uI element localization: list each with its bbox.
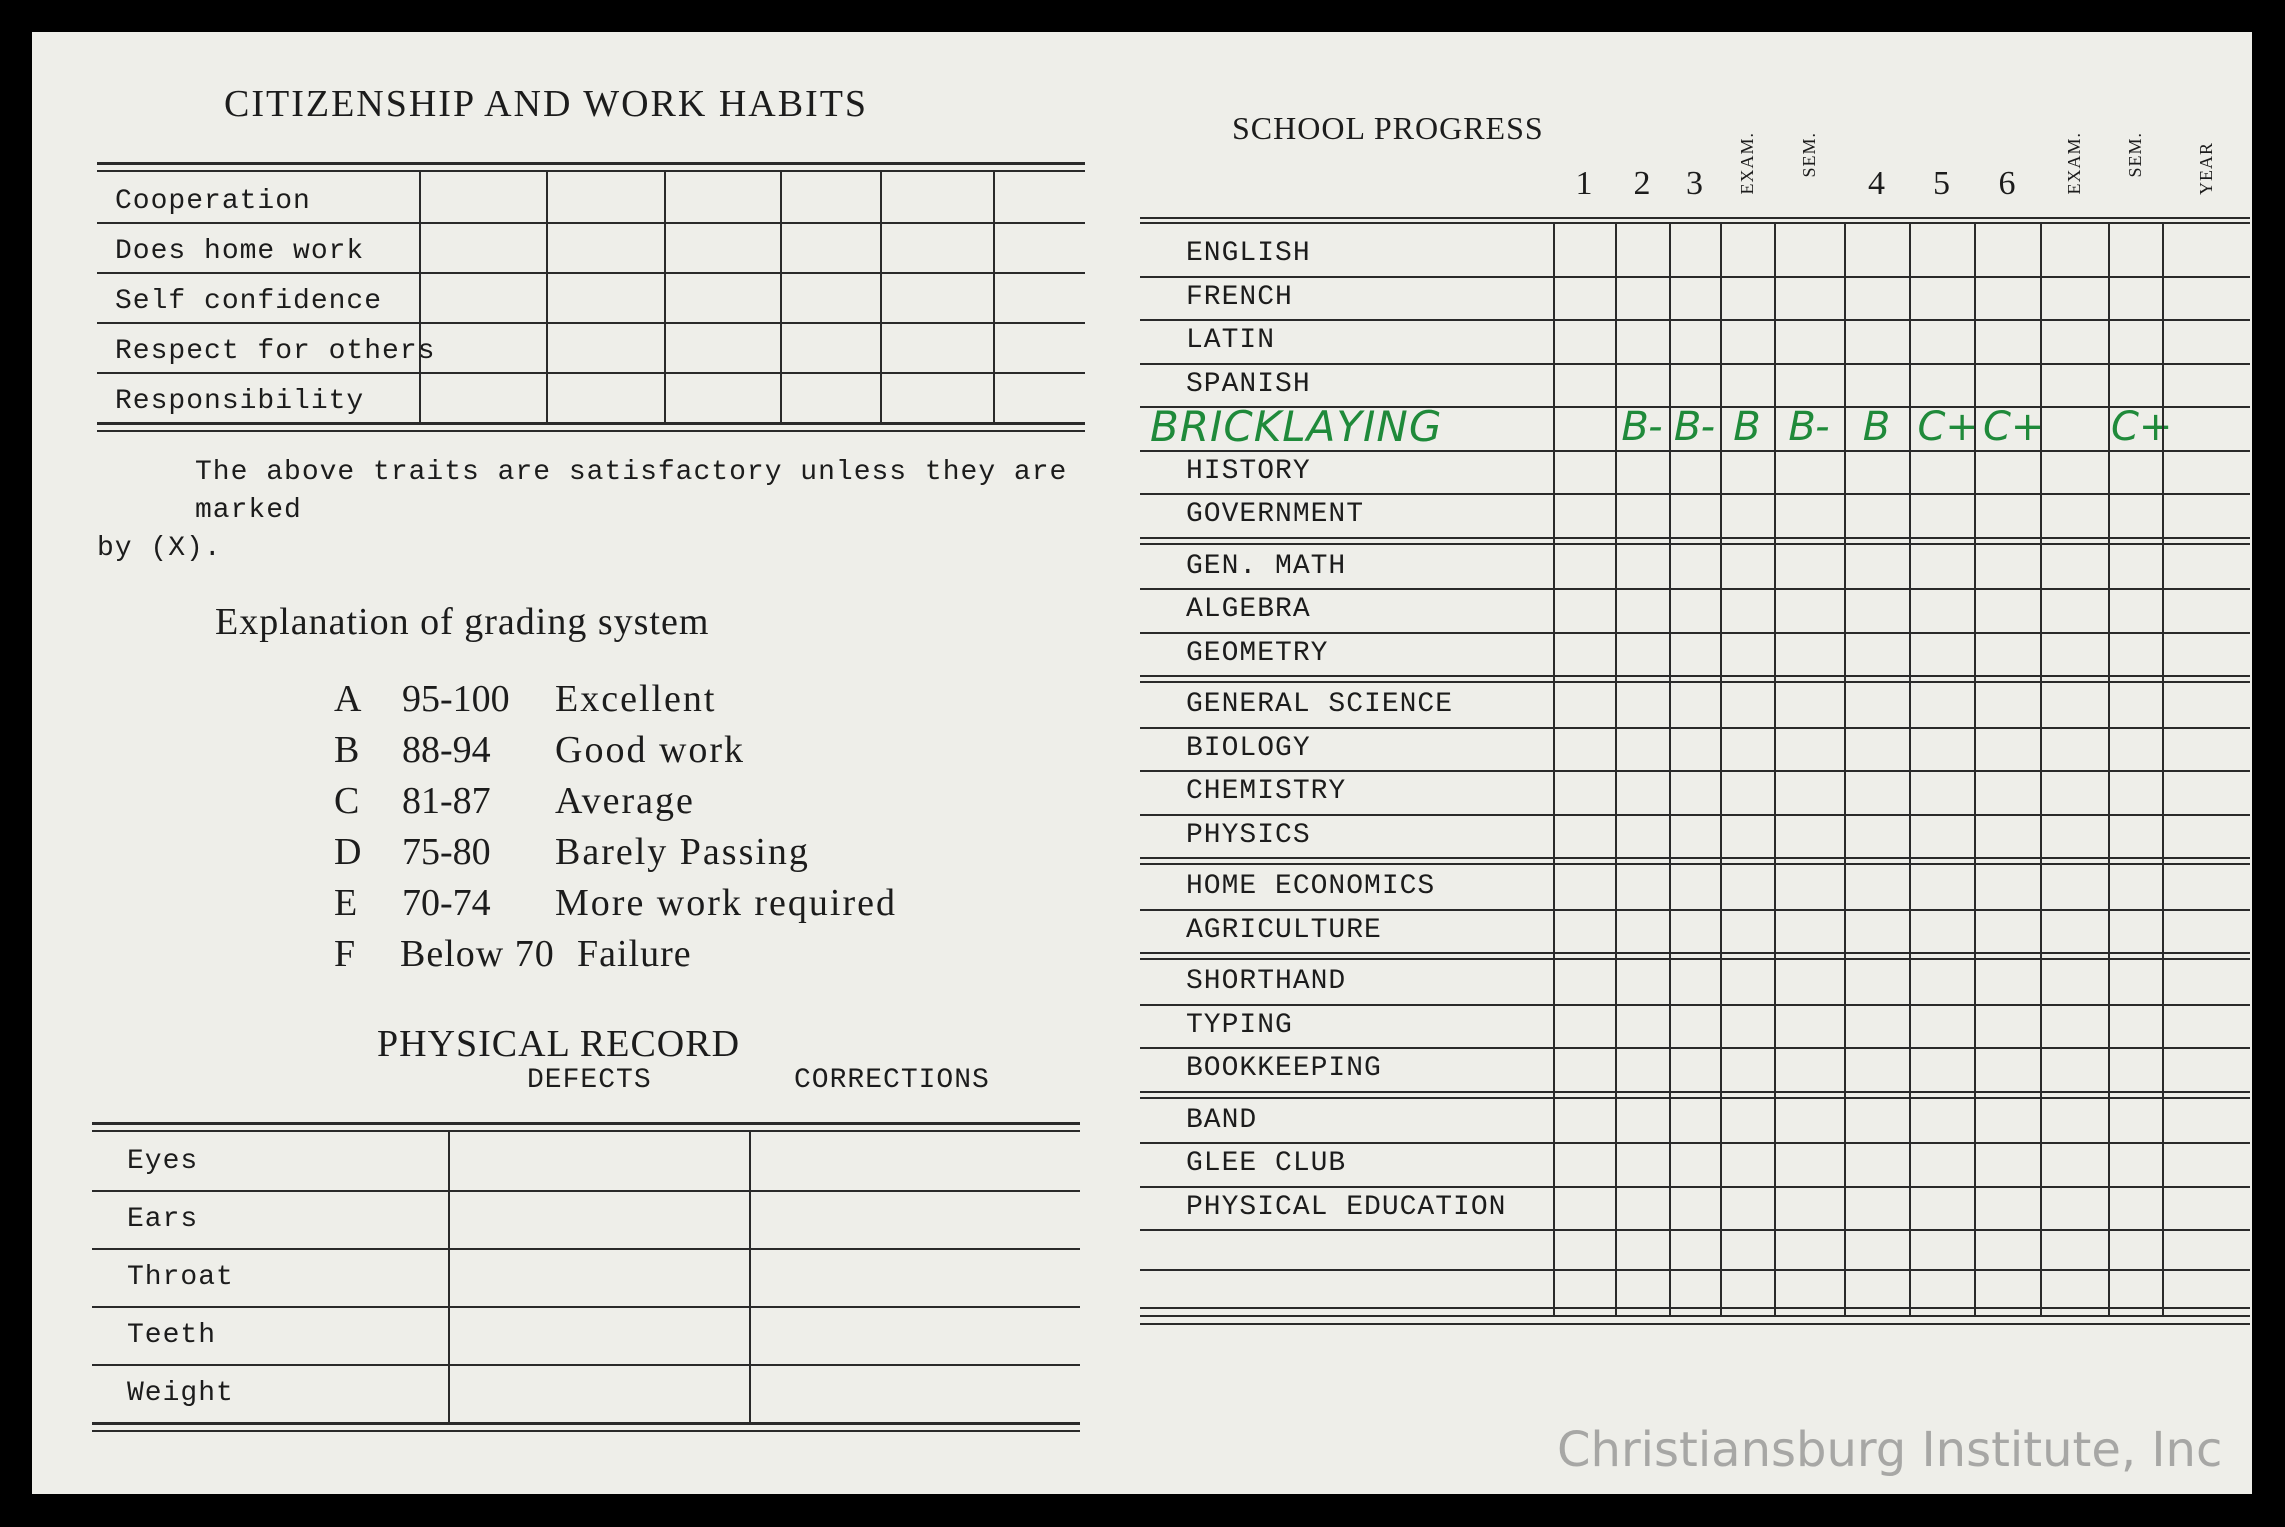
corrections-header: CORRECTIONS <box>794 1065 990 1096</box>
header-rule <box>1140 217 2250 219</box>
physical-row-label: Weight <box>127 1378 234 1409</box>
row-rule <box>1140 814 2250 816</box>
subject-label: PHYSICS <box>1186 819 1311 851</box>
row-rule <box>1140 952 2250 954</box>
row-rule <box>92 1364 1080 1366</box>
row-rule <box>1140 276 2250 278</box>
row-rule <box>1140 1004 2250 1006</box>
subject-label: CHEMISTRY <box>1186 776 1347 807</box>
table-top-rule <box>97 170 1085 172</box>
grade-range: 70-74 <box>402 882 491 924</box>
row-rule <box>1140 857 2250 859</box>
row-rule <box>1140 1047 2250 1049</box>
row-rule <box>97 372 1085 374</box>
grade-column-header: 6 <box>1998 165 2016 202</box>
grade-letter: C <box>334 780 360 822</box>
row-rule <box>1140 1097 2250 1099</box>
traits-note-line-2: by (X). <box>97 533 222 564</box>
physical-record-title: PHYSICAL RECORD <box>377 1023 741 1065</box>
grade-letter: F <box>334 933 356 975</box>
handwritten-grade: B- <box>1621 404 1663 450</box>
handwritten-grade: C+ <box>1983 404 2045 450</box>
column-rule <box>1669 222 1671 1315</box>
subject-label: PHYSICAL EDUCATION <box>1186 1191 1507 1223</box>
grade-letter: B <box>334 729 360 771</box>
subject-label: HISTORY <box>1186 455 1311 487</box>
header-rule <box>1140 222 2250 224</box>
physical-row-label: Throat <box>127 1262 234 1293</box>
row-rule <box>1140 319 2250 321</box>
watermark: Christiansburg Institute, Inc <box>1557 1422 2223 1478</box>
grade-column-header: EXAM. <box>2064 132 2084 195</box>
table-bottom-rule <box>92 1422 1080 1425</box>
table-top-rule <box>92 1130 1080 1132</box>
trait-label: Self confidence <box>115 286 383 317</box>
column-rule <box>546 170 548 422</box>
subject-label: ENGLISH <box>1186 238 1311 269</box>
handwritten-grade: B- <box>1673 404 1716 450</box>
subject-label: ALGEBRA <box>1186 594 1311 625</box>
subject-label: TYPING <box>1186 1009 1293 1041</box>
table-bottom-rule <box>92 1430 1080 1432</box>
column-rule <box>2108 222 2110 1315</box>
handwritten-grade: B <box>1733 404 1761 450</box>
row-rule <box>1140 909 2250 911</box>
grade-range: 88-94 <box>402 729 491 771</box>
row-rule <box>1140 1142 2250 1144</box>
table-bottom-rule <box>97 422 1085 425</box>
row-rule <box>1140 406 2250 408</box>
row-rule <box>1140 675 2250 677</box>
row-rule <box>1140 727 2250 729</box>
column-rule <box>664 170 666 422</box>
row-rule <box>1140 632 2250 634</box>
grade-letter: D <box>334 831 362 873</box>
row-rule <box>1140 1229 2250 1231</box>
subject-label: FRENCH <box>1186 281 1293 313</box>
row-rule <box>1140 588 2250 590</box>
column-rule <box>419 170 421 422</box>
grade-column-header: 4 <box>1868 165 1885 202</box>
row-rule <box>1140 1307 2250 1309</box>
row-rule <box>92 1248 1080 1250</box>
grade-description: Failure <box>577 933 692 975</box>
subject-label: BIOLOGY <box>1186 732 1311 764</box>
column-rule <box>880 170 882 422</box>
row-rule <box>1140 958 2250 960</box>
grade-range: 75-80 <box>402 831 491 873</box>
column-rule <box>2040 222 2042 1315</box>
grade-description: Excellent <box>555 678 717 720</box>
handwritten-grade: B <box>1862 404 1891 450</box>
grade-description: Barely Passing <box>555 831 810 873</box>
row-rule <box>1140 863 2250 865</box>
table-top-rule <box>97 162 1085 165</box>
column-rule <box>1774 222 1776 1315</box>
table-bottom-rule <box>1140 1315 2250 1317</box>
subject-label: GEN. MATH <box>1186 550 1347 582</box>
traits-note-line-1: The above traits are satisfactory unless they are marked <box>195 457 1068 526</box>
table-top-rule <box>92 1122 1080 1125</box>
row-rule <box>1140 537 2250 539</box>
school-progress-title: SCHOOL PROGRESS <box>1232 110 1544 146</box>
grade-column-header: EXAM. <box>1737 132 1757 195</box>
grade-column-header: 3 <box>1686 165 1703 202</box>
grade-description: Good work <box>555 729 746 771</box>
subject-label: GEOMETRY <box>1186 637 1329 669</box>
column-rule <box>1909 222 1911 1315</box>
row-rule <box>1140 363 2250 365</box>
row-rule <box>97 222 1085 224</box>
grade-range: 81-87 <box>402 780 491 822</box>
physical-row-label: Eyes <box>127 1146 199 1177</box>
grading-title: Explanation of grading system <box>215 601 710 643</box>
grade-column-header: SEM. <box>2125 132 2145 178</box>
subject-label: GLEE CLUB <box>1186 1148 1347 1179</box>
row-rule <box>1140 770 2250 772</box>
row-rule <box>1140 493 2250 495</box>
subject-label: GOVERNMENT <box>1186 499 1365 530</box>
grade-range: Below 70 <box>400 933 555 975</box>
handwritten-grade: C+ <box>1917 404 1979 450</box>
row-rule <box>92 1190 1080 1192</box>
physical-row-label: Teeth <box>127 1320 217 1351</box>
trait-label: Does home work <box>115 236 365 267</box>
handwritten-subject: BRICKLAYING <box>1150 402 1443 451</box>
row-rule <box>1140 450 2250 452</box>
column-rule <box>1720 222 1722 1315</box>
subject-label: LATIN <box>1186 325 1276 356</box>
grade-column-header: YEAR <box>2196 142 2216 195</box>
grade-description: Average <box>555 780 695 822</box>
row-rule <box>1140 681 2250 683</box>
trait-label: Cooperation <box>115 186 311 217</box>
column-rule <box>1615 222 1617 1315</box>
subject-label: BAND <box>1186 1104 1258 1136</box>
defects-header: DEFECTS <box>527 1065 652 1096</box>
column-rule <box>993 170 995 422</box>
column-rule <box>1553 222 1555 1315</box>
grade-range: 95-100 <box>402 678 510 720</box>
grade-letter: E <box>334 882 358 924</box>
citizenship-title: CITIZENSHIP AND WORK HABITS <box>224 83 869 125</box>
physical-row-label: Ears <box>127 1204 199 1235</box>
row-rule <box>97 272 1085 274</box>
column-rule <box>448 1130 450 1422</box>
grade-description: More work required <box>555 882 898 924</box>
subject-label: GENERAL SCIENCE <box>1186 689 1454 720</box>
column-rule <box>2162 222 2164 1315</box>
traits-note <box>97 454 1119 568</box>
column-rule <box>749 1130 751 1422</box>
grade-column-header: 1 <box>1575 165 1593 202</box>
table-bottom-rule <box>1140 1323 2250 1325</box>
grade-column-header: SEM. <box>1799 132 1819 178</box>
trait-label: Responsibility <box>115 386 365 417</box>
table-bottom-rule <box>97 430 1085 432</box>
row-rule <box>92 1306 1080 1308</box>
grade-column-header: 2 <box>1633 165 1651 202</box>
trait-label: Respect for others <box>115 336 436 367</box>
subject-label: HOME ECONOMICS <box>1186 871 1436 902</box>
subject-label: AGRICULTURE <box>1186 914 1382 946</box>
grade-column-header: 5 <box>1933 165 1950 202</box>
handwritten-grade: B- <box>1788 404 1830 450</box>
subject-label: SPANISH <box>1186 368 1311 400</box>
row-rule <box>1140 1091 2250 1093</box>
subject-label: SHORTHAND <box>1186 966 1347 997</box>
column-rule <box>1844 222 1846 1315</box>
grade-letter: A <box>334 678 362 720</box>
handwritten-grade: C+ <box>2111 404 2173 450</box>
row-rule <box>1140 543 2250 545</box>
row-rule <box>1140 1269 2250 1271</box>
column-rule <box>1974 222 1976 1315</box>
report-card <box>32 32 2252 1494</box>
subject-label: BOOKKEEPING <box>1186 1053 1382 1084</box>
column-rule <box>780 170 782 422</box>
row-rule <box>97 322 1085 324</box>
row-rule <box>1140 1186 2250 1188</box>
